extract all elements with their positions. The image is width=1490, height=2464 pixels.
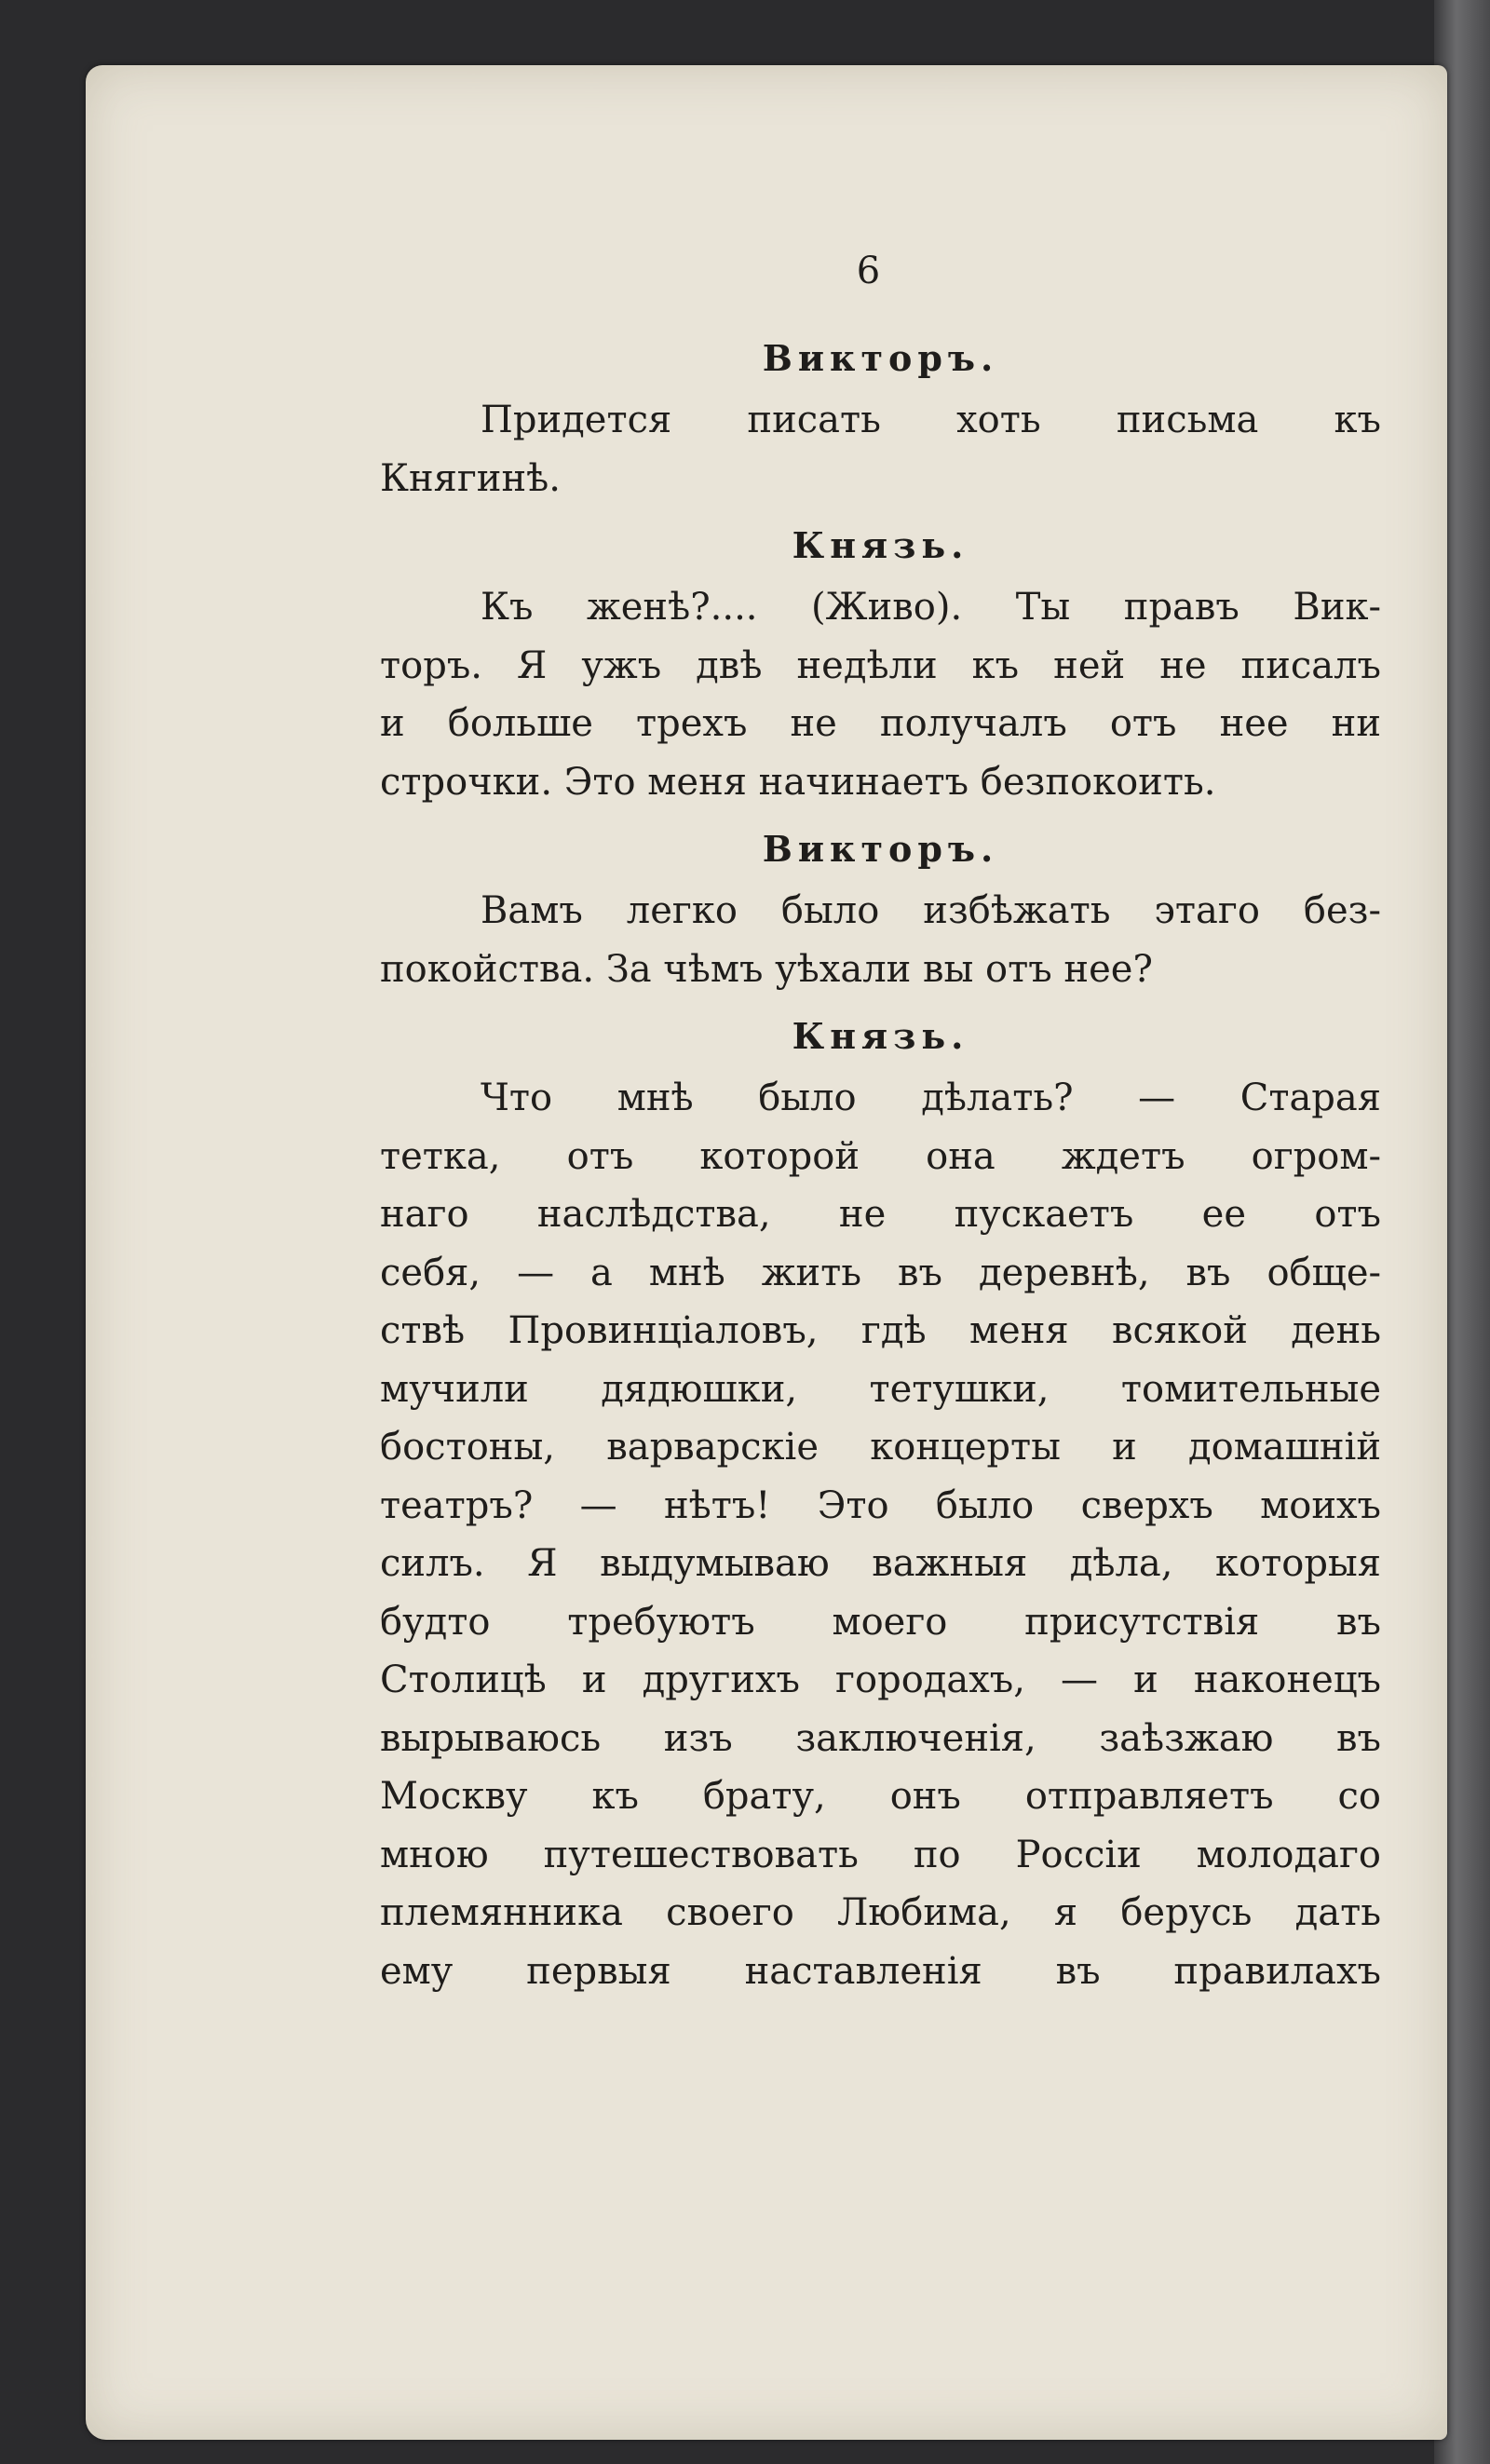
text-line: Къ женѣ?.... (Живо). Ты правъ Вик- <box>481 586 1381 629</box>
text-line: будто требуютъ моего присутствія въ <box>380 1600 1381 1644</box>
text-line: мучили дядюшки, тетушки, томительные <box>380 1367 1381 1411</box>
text-line: бостоны, варварскіе концерты и домашній <box>380 1426 1381 1469</box>
text-line: Вамъ легко было избѣжать этаго без- <box>481 889 1381 932</box>
text-line: Придется писать хоть письма къ <box>481 399 1381 441</box>
text-line: Княгинѣ. <box>380 456 561 500</box>
text-line: Москву къ брату, онъ отправляетъ со <box>380 1775 1381 1818</box>
text-line: ему первыя наставленія въ правилахъ <box>380 1949 1381 1993</box>
text-line: силъ. Я выдумываю важныя дѣла, которыя <box>380 1542 1381 1585</box>
text-line: и больше трехъ не получалъ отъ нее ни <box>380 702 1381 745</box>
text-line: тетка, отъ которой она ждетъ огром- <box>380 1134 1381 1178</box>
text-line: Что мнѣ было дѣлать? — Старая <box>481 1076 1381 1119</box>
text-line: Столицѣ и другихъ городахъ, — и наконецъ <box>380 1658 1381 1701</box>
speaker-name: Викторъ. <box>762 337 999 379</box>
text-line: племянника своего Любима, я берусь дать <box>380 1891 1381 1934</box>
text-line: мною путешествовать по Россіи молодаго <box>380 1833 1381 1876</box>
speaker-name: Князь. <box>792 1015 969 1057</box>
text-line: вырываюсь изъ заключенія, заѣзжаю въ <box>380 1716 1381 1760</box>
text-line: наго наслѣдства, не пускаетъ ее отъ <box>380 1193 1381 1236</box>
text-line: строчки. Это меня начинаетъ безпокоить. <box>380 760 1216 804</box>
speaker-name: Князь. <box>792 524 969 566</box>
page-number: 6 <box>856 250 881 292</box>
play-text <box>380 326 1381 2000</box>
text-line: ствѣ Провинціаловъ, гдѣ меня всякой день <box>380 1309 1381 1352</box>
speaker-name: Викторъ. <box>762 828 999 870</box>
text-line: театръ? — нѣтъ! Это было сверхъ моихъ <box>380 1483 1381 1527</box>
text-line: себя, — а мнѣ жить въ деревнѣ, въ обще- <box>380 1251 1381 1294</box>
text-line: покойства. За чѣмъ уѣхали вы отъ нее? <box>380 947 1153 991</box>
text-line: торъ. Я ужъ двѣ недѣли къ ней не писалъ <box>380 643 1381 687</box>
